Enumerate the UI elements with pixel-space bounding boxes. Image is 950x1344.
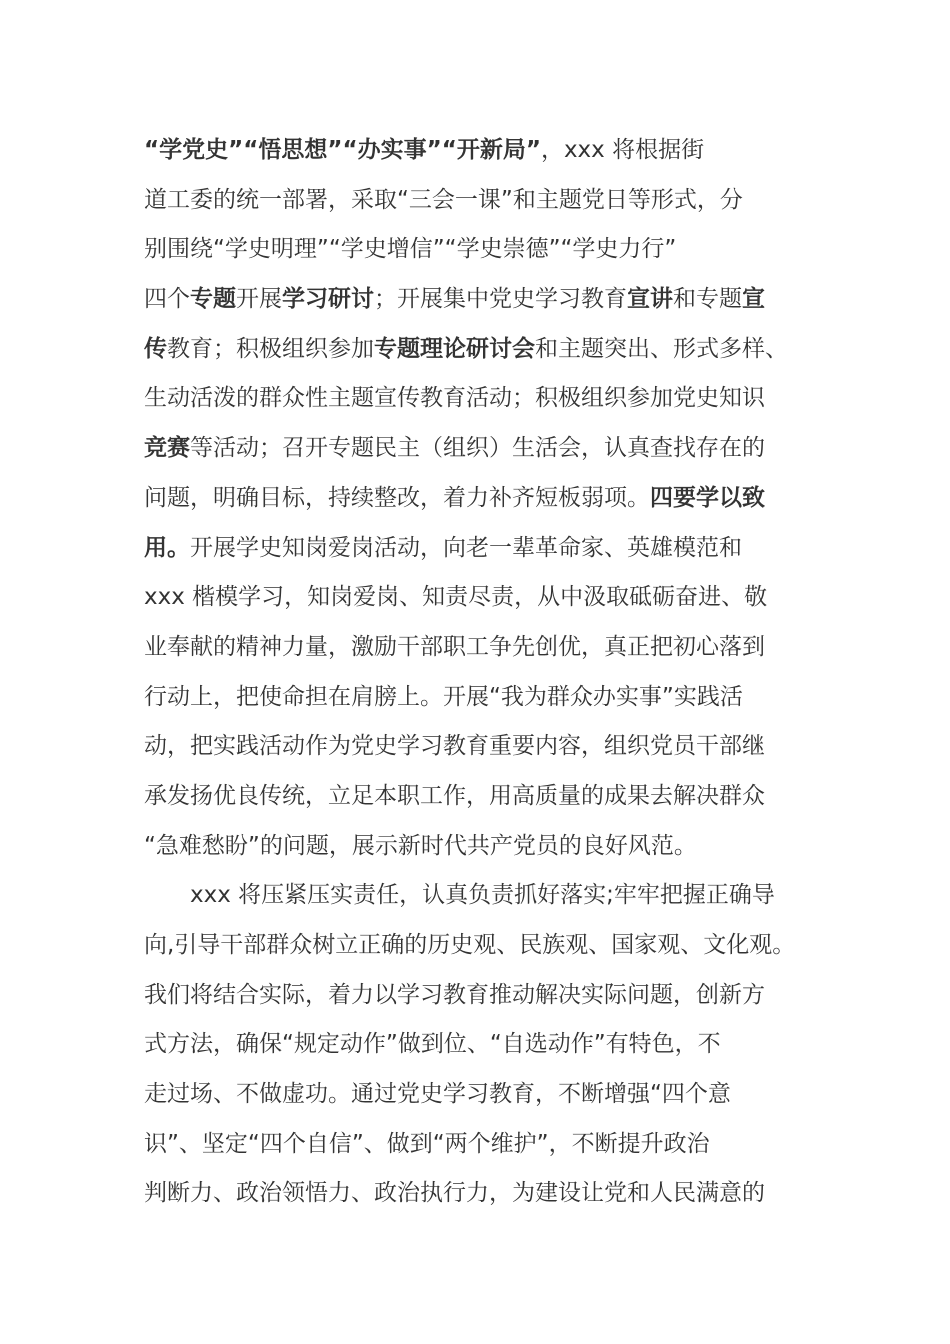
text: 判断力、政治领悟力、政治执行力，为建设让党和人民满意的 (144, 1180, 765, 1207)
text-line-7 (144, 424, 824, 474)
text: “急难愁盼”的问题，展示新时代共产党员的良好风范。 (144, 832, 697, 859)
text: xxx 将压紧压实责任，认真负责抓好落实;牢牢把握正确导 (190, 882, 775, 909)
bold-text: 四要学以致 (650, 484, 765, 511)
text: 业奉献的精神力量，激励干部职工争先创优，真正把初心落到 (144, 633, 765, 660)
text-line-20 (144, 1070, 824, 1120)
bold-text: “学党史”“悟思想”“办实事”“开新局” (144, 137, 541, 163)
text-line-2 (144, 176, 824, 226)
text: ；开展集中党史学习教育 (374, 286, 627, 313)
text: 和主题突出、形式多样、 (535, 335, 788, 362)
text: ，xxx 将根据街 (540, 137, 705, 163)
text-line-5 (144, 325, 824, 375)
bold-text: 宣讲 (627, 286, 673, 313)
text: 承发扬优良传统，立足本职工作，用高质量的成果去解决群众 (144, 782, 765, 809)
text: 四个 (144, 286, 190, 313)
bold-text: 用。 (144, 534, 190, 561)
text: 问题，明确目标，持续整改，着力补齐短板弱项。 (144, 484, 650, 511)
text: 式方法，确保“规定动作”做到位、“自选动作”有特色，不 (144, 1031, 721, 1058)
text-line-14 (144, 772, 824, 822)
text-line-19 (144, 1020, 824, 1070)
text-line-6 (144, 374, 824, 424)
text-line-13 (144, 722, 824, 772)
text: 动，把实践活动作为党史学习教育重要内容，组织党员干部继 (144, 733, 765, 760)
text: 识”、坚定“四个自信”、做到“两个维护”，不断提升政治 (144, 1130, 710, 1157)
text: 和专题 (673, 286, 742, 313)
bold-text: 学习研讨 (282, 286, 374, 313)
text-line-12 (144, 673, 824, 723)
body-text (144, 126, 824, 1219)
text: 开展 (236, 286, 282, 313)
text-line-4 (144, 275, 824, 325)
text-line-9 (144, 524, 824, 574)
text-line-3 (144, 225, 824, 275)
text: 等活动；召开专题民主（组织）生活会，认真查找存在的 (190, 435, 765, 462)
text-line-1 (144, 126, 824, 176)
text-line-21 (144, 1120, 824, 1170)
text: 别围绕“学史明理”“学史增信”“学史崇德”“学史力行” (144, 236, 677, 263)
text: 教育；积极组织参加 (167, 335, 374, 362)
text: 走过场、不做虚功。通过党史学习教育，不断增强“四个意 (144, 1081, 731, 1108)
bold-text: 专题 (190, 286, 236, 313)
bold-text: 传 (144, 335, 167, 362)
text: xxx 楷模学习，知岗爱岗、知责尽责，从中汲取砥砺奋进、敬 (144, 584, 768, 611)
text: 我们将结合实际，着力以学习教育推动解决实际问题，创新方 (144, 981, 765, 1008)
text: 生动活泼的群众性主题宣传教育活动；积极组织参加党史知识 (144, 385, 765, 412)
text-line-11 (144, 623, 824, 673)
text: 道工委的统一部署，采取“三会一课”和主题党日等形式，分 (144, 186, 743, 213)
text-line-8 (144, 474, 824, 524)
text-line-10 (144, 573, 824, 623)
text: 开展学史知岗爱岗活动，向老一辈革命家、英雄模范和 (190, 534, 742, 561)
bold-text: 竞赛 (144, 435, 190, 462)
text-line-16 (144, 871, 824, 921)
text-line-17 (144, 921, 824, 971)
text-line-22 (144, 1169, 824, 1219)
text-line-15 (144, 822, 824, 872)
text-line-18 (144, 971, 824, 1021)
bold-text: 宣 (742, 286, 765, 313)
text: 行动上，把使命担在肩膀上。开展“我为群众办实事”实践活 (144, 683, 743, 710)
text: 向,引导干部群众树立正确的历史观、民族观、国家观、文化观。 (144, 932, 796, 958)
bold-text: 专题理论研讨会 (374, 335, 535, 362)
